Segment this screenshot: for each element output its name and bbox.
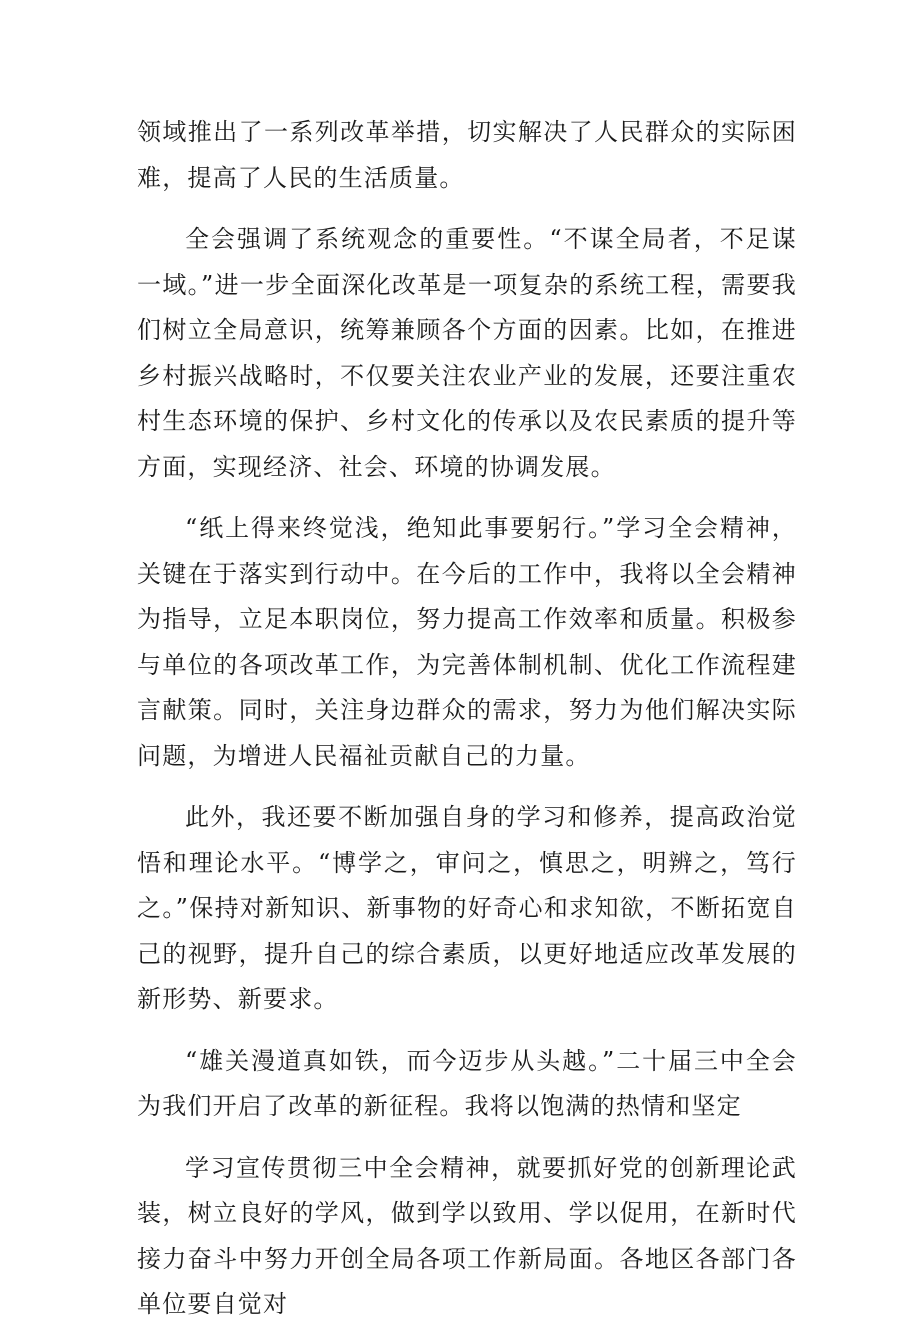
- paragraph-1: 领域推出了一系列改革举措，切实解决了人民群众的实际困难，提高了人民的生活质量。: [137, 118, 797, 192]
- paragraph-2: 全会强调了系统观念的重要性。“不谋全局者，不足谋一域。”进一步全面深化改革是一项复杂的系统工程，需要我们树立全局意识，统筹兼顾各个方面的因素。比如，在推进乡村振兴战略时，不仅要关注农业产业的发展，还要注重农村生态环境的保护、乡村文化的传承以及农民素质的提升等方面，实现经济、社会、环境的协调发展。: [137, 225, 797, 481]
- document-body: [137, 110, 797, 1344]
- paragraph-4: 此外，我还要不断加强自身的学习和修养，提高政治觉悟和理论水平。“博学之，审问之，慎思之，明辨之，笃行之。”保持对新知识、新事物的好奇心和求知欲，不断拓宽自己的视野，提升自己的综合素质，以更好地适应改革发展的新形势、新要求。: [137, 803, 797, 1013]
- paragraph-5: “雄关漫道真如铁，而今迈步从头越。”二十届三中全会为我们开启了改革的新征程。我将以饱满的热情和坚定: [137, 1046, 797, 1120]
- paragraph-6: 学习宣传贯彻三中全会精神，就要抓好党的创新理论武装，树立良好的学风，做到学以致用、学以促用，在新时代接力奋斗中努力开创全局各项工作新局面。各地区各部门各单位要自觉对: [137, 1153, 797, 1318]
- paragraph-3: “纸上得来终觉浅，绝知此事要躬行。”学习全会精神，关键在于落实到行动中。在今后的工作中，我将以全会精神为指导，立足本职岗位，努力提高工作效率和质量。积极参与单位的各项改革工作，为完善体制机制、优化工作流程建言献策。同时，关注身边群众的需求，努力为他们解决实际问题，为增进人民福祉贡献自己的力量。: [137, 514, 797, 770]
